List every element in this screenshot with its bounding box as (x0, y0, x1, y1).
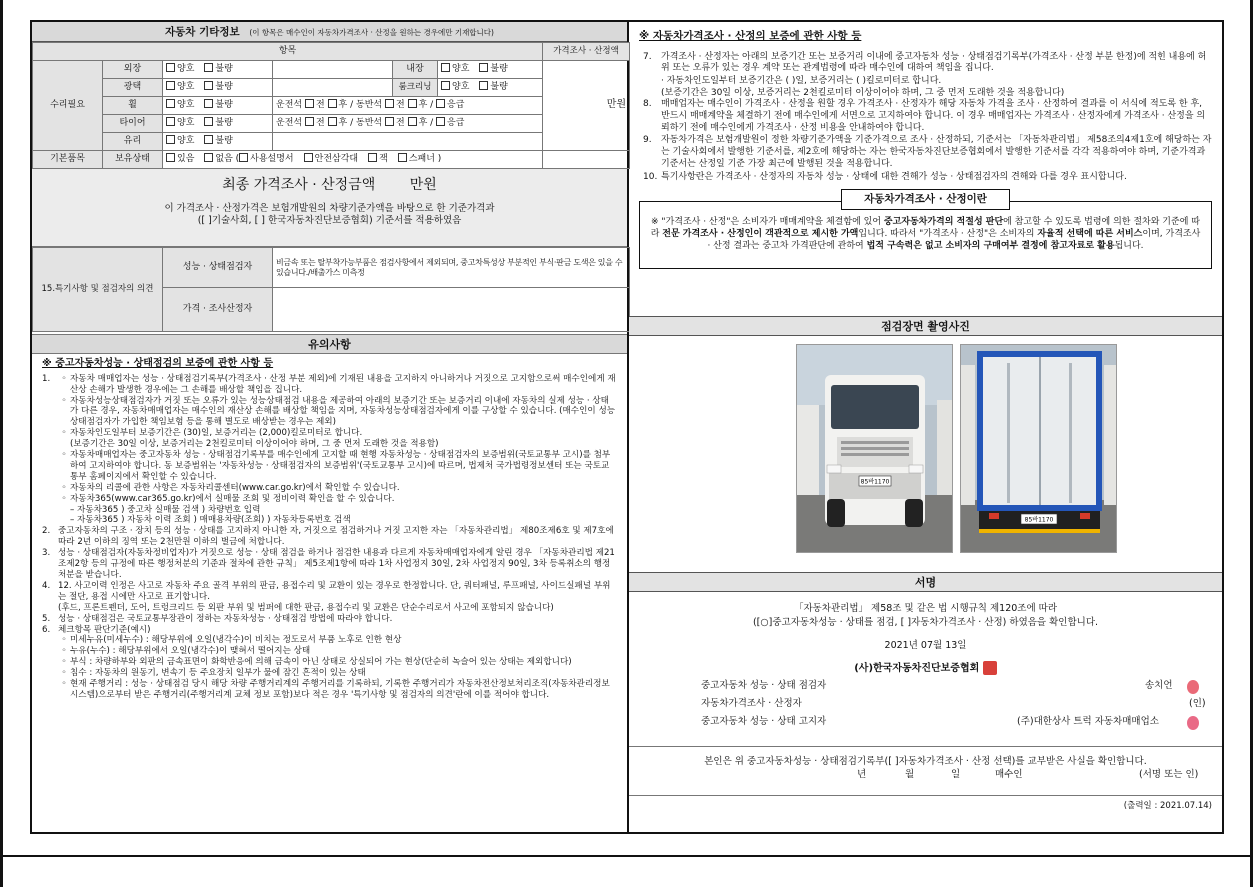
jack-checkbox[interactable] (368, 153, 377, 162)
price-item-7b: · 자동차인도일부터 보증기간은 ( )일, 보증거리는 ( )킬로미터로 합니다. (661, 76, 942, 87)
wheel-label: 휠 (103, 97, 163, 115)
buyer-confirm-block (629, 746, 1222, 785)
inspection-record-sheet (30, 20, 1224, 834)
association-name: (사)한국자동차진단보증협회 (854, 662, 980, 674)
basic-have-checkbox[interactable] (166, 153, 175, 162)
notice-4-note: (후드, 프론트펜더, 도어, 트렁크리드 등 외판 부위 및 범퍼에 대한 판금, 용접수리 및 교환은 단순수리로서 사고에 포함되지 않습니다) (58, 602, 554, 613)
price-warranty-section: ※ 자동차가격조사 · 산정의 보증에 관한 사항 등 7. 가격조사 · 산정자는 아래의 보증기간 또는 보증거리 이내에 중고자동차 성능 · 상태점검기록부(가격조사 · 산정 부분 한정)에 적힌 내용에 허위 또는 오류가 있는 경우 계약 또는 관계법령에 따라 매수인에 대하여 책임을 집니다. · 자동차인도일부터 보증기간은 ( )일, 보증거리는 ( )킬로미터로 합니다. (보증기간은 30일 이상, 보증거리는 2천킬로미터 이상이어야 하며, 그 중 먼저 도래한 것을 적용합니다) 8. 매매업자는 매수인이 가격조사 · 산정을 원할 경우 가격조사 · 산정자가 해당 자동차 가격을 조사 · 산정하여 결과를 이 서식에 적도록 한 후, 반드시 매매계약을 체결하기 전에 매수인에게 서면으로 고지하여야 합니다. 이 경우 매매업자는 가격조사 · 산정자에게 가격조사 · 산정을 의뢰하기 전에 매수인에게 가격조사 · 산정 비용을 안내하여야 합니다. 9. 자동차가격은 보험개발원이 정한 차량기준가액을 기준가격으로 조사 · 산정하되, 기준서는 「자동차관리법」 제58조의4제1호에 해당하는 자는 기술사회에서 발행한 기준서를, 제2호에 해당하는 자는 한국자동차진단보증협회에서 발행한 기준서를 각각 적용하여야 하며, 기준가격과 기준서는 산정일 기준 가장 최근에 발행된 것을 적용합니다. 10. 특기사항란은 가격조사 · 산정자의 자동차 성능 · 상태에 대한 견해가 성능 · 상태점검자의 견해와 다를 경우 표시합니다. (639, 30, 1212, 182)
signature-statement-1: 「자동차관리법」 제58조 및 같은 법 시행규칙 제120조에 따라 (793, 603, 1058, 614)
signature-section (629, 572, 1222, 832)
col-item-header: 항목 (33, 43, 543, 61)
right-column (629, 22, 1222, 832)
notice-1f-step2: – 자동차365 ) 자동차 이력 조회 ) 매매용차량(조회) ) 자동차등록번호 검색 (70, 515, 351, 526)
notice-1c-note: (보증기간은 30일 이상, 보증거리는 2천킬로미터 이상이어야 하며, 그 중 먼저 도래한 것을 적용함) (70, 439, 439, 450)
notice-1e: 자동차의 리콜에 관한 사항은 자동차리콜센터(www.car.go.kr)에서 확인할 수 있습니다. (70, 482, 400, 493)
interior-bad-checkbox[interactable] (479, 63, 488, 72)
page-bottom-rule (0, 855, 1253, 857)
vehicle-info-title: 자동차 기타정보 (165, 26, 240, 38)
exterior-bad-checkbox[interactable] (204, 63, 213, 72)
buyer-date-line: 년 월 일 매수인 (서명 또는 인) (857, 769, 1199, 780)
manual-checkbox[interactable] (239, 153, 248, 162)
notice-2: 중고자동차의 구조 · 장치 등의 성능 · 상태를 고지하지 아니한 자, 거짓으로 점검하거나 거짓 고지한 자는 「자동차관리법」 제80조제6호 및 제7호에 따라 2년 이하의 징역 또는 2천만원 이하의 벌금에 처합니다. (58, 526, 614, 548)
final-price-unit: 만원 (409, 177, 437, 193)
final-price-note-1: 이 가격조사 · 산정가격은 보험개발원의 차량기준가액을 바탕으로 한 기준가격과 (164, 202, 495, 214)
tire-passenger-front-checkbox[interactable] (385, 117, 394, 126)
tire-passenger-rear-checkbox[interactable] (408, 117, 417, 126)
notifier-stamp (1187, 716, 1199, 730)
exterior-label: 외장 (103, 61, 163, 79)
svg-text:85바1170: 85바1170 (1024, 516, 1054, 524)
appraiser-opinion (273, 288, 630, 332)
definition-box: ※ "가격조사 · 산정"은 소비자가 매매계약을 체결함에 있어 중고자동차가격의 적절성 판단에 참고할 수 있도록 법령에 의한 절차와 기준에 따라 전문 가격조사 · 산정인이 객관적으로 제시한 가액입니다. 따라서 "가격조사 · 산정"은 소비자의 자율적 선택에 따른 서비스이며, 가격조사 · 산정 결과는 중고차 가격판단에 관하여 법적 구속력은 없고 소비자의 구매여부 결정에 참고자료로 활용됩니다. (639, 201, 1212, 269)
inspector-label: 성능 · 상태점검자 (163, 248, 273, 288)
inspector-stamp (1187, 680, 1199, 694)
exterior-options: 양호 불량 (163, 61, 273, 79)
roomclean-options: 양호 불량 (438, 79, 543, 97)
notice-6e: 현재 주행거리 : 성능 · 상태점검 당시 해당 차량 주행거리계의 주행거리를 기록하되, 기록한 주행거리가 자동차전산정보처리조직(자동차관리정보시스템)으로부터 받은 주행거리(주행거리계 교체 정보 포함)보다 적은 경우 '특기사항 및 점검자의 의견'란에 이를 적어야 합니다. (70, 679, 610, 700)
notice-6d: 침수 : 자동차의 원동기, 변속기 등 주요장치 일부가 물에 잠긴 흔적이 있는 상태 (70, 668, 366, 679)
notice-1f-step1: – 자동차365 ) 중고차 실매물 검색 ) 차량번호 입력 (70, 504, 261, 515)
basic-label: 기본품목 (33, 151, 103, 169)
notice-3: 성능 · 상태점검자(자동차정비업자)가 거짓으로 성능 · 상태 점검을 하거나 점검한 내용과 다르게 자동차매매업자에게 알린 경우 「자동차관리법 제21조제2항 등의 규정에 따른 행정처분의 기준과 절차에 관한 규칙」 제5조제1항에 따라 1차 사업정지 30일, 2차 사업정지 90일, 3차 등록취소의 행정처분을 받습니다. (58, 548, 615, 580)
glass-bad-checkbox[interactable] (204, 135, 213, 144)
wheel-good-checkbox[interactable] (166, 99, 175, 108)
warranty-title: ※ 중고자동차성능 · 상태점검의 보증에 관한 사항 등 (42, 358, 274, 369)
buyer-sign-mark: (서명 또는 인) (1139, 769, 1199, 780)
appraiser-seal-mark: (인) (1189, 697, 1206, 709)
wheel-passenger-front-checkbox[interactable] (385, 99, 394, 108)
wheel-passenger-rear-checkbox[interactable] (408, 99, 417, 108)
notice-6c: 부식 : 차량하부와 외판의 금속표면이 화학반응에 의해 금속이 아닌 상태로 상실되어 가는 현상(단순히 녹슬어 있는 상태는 제외합니다) (70, 657, 572, 668)
truck-front-photo (796, 344, 953, 553)
inspector-opinion: 비금속 또는 탈부착가능부품은 점검사항에서 제외되며, 중고차특성상 부분적인 부식·판금 도색은 있을 수 있습니다./배출가스 미측정 (273, 248, 630, 288)
tire-position-options: 운전석 전 후 / 동반석 전 후 / 응급 (273, 115, 543, 133)
notice-1b: 자동차성능상태점검자가 거짓 또는 오류가 있는 성능상태점검 내용을 제공하여 아래의 보증기간 또는 보증거리 이내에 자동차의 실제 성능 · 상태가 다른 경우, 자동차매매업자는 매수인의 재산상 손해를 배상할 책임을 지며, 자동차성능상태점검자에게 이를 구상할 수 있습니다. (매수인이 성능상태점검자가 가입한 책임보험 등을 통해 별도로 배상받는 경우는 제외) (70, 395, 616, 428)
buyer-label: 매수인 (995, 769, 1023, 780)
truck-rear-image (961, 345, 1117, 553)
interior-good-checkbox[interactable] (441, 63, 450, 72)
gloss-good-checkbox[interactable] (166, 81, 175, 90)
buyer-confirm-statement: 본인은 위 중고자동차성능 · 상태점검기록부([ ]자동차가격조사 · 산정 선택)를 교부받은 사실을 확인합니다. (704, 755, 1147, 767)
truck-front-image (797, 345, 953, 553)
association-line (629, 661, 1222, 676)
gloss-label: 광택 (103, 79, 163, 97)
price-item-7: 가격조사 · 산정자는 아래의 보증기간 또는 보증거리 이내에 중고자동차 성능 · 상태점검기록부(가격조사 · 산정 부분 한정)에 적힌 내용에 허위 또는 오류가 있는 경우 계약 또는 관계법령에 따라 매수인에 대하여 책임을 집니다. (661, 51, 1207, 74)
gloss-options: 양호 불량 (163, 79, 273, 97)
tire-bad-checkbox[interactable] (204, 117, 213, 126)
notice-header: 유의사항 (32, 334, 627, 354)
price-item-9: 자동차가격은 보험개발원이 정한 차량기준가액을 기준가격으로 조사 · 산정하되, 기준서는 「자동차관리법」 제58조의4제1호에 해당하는 자는 기술사회에서 발행한 기준서를, 제2호에 해당하는 자는 한국자동차진단보증협회에서 발행한 기준서를 각각 적용하여야 하며, 기준가격과 기준서는 산정일 기준 가장 최근에 발행된 것을 적용합니다. (661, 135, 1212, 169)
svg-text:85바1170: 85바1170 (860, 478, 890, 486)
tire-good-checkbox[interactable] (166, 117, 175, 126)
price-unit: 만원 (543, 61, 630, 151)
association-seal (983, 661, 997, 675)
gloss-bad-checkbox[interactable] (204, 81, 213, 90)
signers-block (629, 680, 1222, 738)
notice-6b: 누유(누수) : 해당부위에서 오일(냉각수)이 맺혀서 떨어지는 상태 (70, 646, 311, 657)
notice-4: 12. 사고이력 인정은 사고로 자동차 주요 골격 부위의 판금, 용접수리 및 교환이 있는 경우로 한정합니다. 단, 쿼터패널, 루프패널, 사이드실패널 부위는 절단, 용접 시에만 사고로 표기합니다. (58, 580, 611, 602)
vehicle-info-subtitle: (이 항목은 매수인이 자동차가격조사 · 산정을 원하는 경우에만 기재합니다) (249, 28, 494, 37)
tire-driver-front-checkbox[interactable] (305, 117, 314, 126)
signature-date: 2021년 07월 13일 (884, 639, 967, 651)
exterior-good-checkbox[interactable] (166, 63, 175, 72)
special-notes-label: 15.특기사항 및 점검자의 의견 (33, 248, 163, 332)
wheel-driver-front-checkbox[interactable] (305, 99, 314, 108)
appraiser-label: 가격 · 조사산정자 (163, 288, 273, 332)
interior-label: 내장 (393, 61, 438, 79)
signature-header: 서명 (629, 572, 1222, 592)
wheel-bad-checkbox[interactable] (204, 99, 213, 108)
notice-1d: 자동차매매업자는 중고자동차 성능 · 상태점검기록부를 매수인에게 고지할 때 현행 자동차성능 · 상태점검자의 보증범위(국토교통부 고시)를 첨부하여 고지하여야 합니다. 동 보증범위는 '자동차성능 · 상태점검자의 보증범위'(국토교통부 고시)에 따르며, 법제처 국가법령정보센터 또는 국토교통부 홈페이지에서 확인할 수 있습니다. (70, 450, 611, 482)
notice-1f: 자동차365(www.car365.go.kr)에서 실매물 조회 및 정비이력 확인을 할 수 있습니다. (70, 493, 395, 504)
vehicle-info-table (32, 42, 630, 169)
truck-rear-photo (960, 344, 1117, 553)
basic-item-label: 보유상태 (103, 151, 163, 169)
notice-6a: 미세누유(미세누수) : 해당부위에 오일(냉각수)이 비치는 정도로서 부품 노후로 인한 현상 (70, 635, 402, 646)
definition-title: 자동차가격조사 · 산정이란 (841, 189, 1010, 210)
final-price-label: 최종 가격조사 · 산정금액 (222, 177, 376, 193)
notice-1-number: 1. (42, 373, 51, 384)
special-notes-table (32, 247, 630, 332)
final-price-line (32, 177, 627, 195)
final-price-box (32, 169, 627, 247)
photo-header: 점검장면 촬영사진 (629, 316, 1222, 336)
roomclean-good-checkbox[interactable] (441, 81, 450, 90)
notifier-name: (주)대한상사 트럭 자동차매매업소 (1017, 715, 1159, 727)
notice-body: ※ 중고자동차성능 · 상태점검의 보증에 관한 사항 등 1. ◦ 자동차 매매업자는 성능 · 상태점검기록부(가격조사 · 산정 부분 제외)에 기재된 내용을 고지하지 아니하거나 거짓으로 고지함으로써 매수인에게 재산상 손해가 발생한 경우에는 그 손해를 배상할 책임을 집니다. ◦ 자동차성능상태점검자가 거짓 또는 오류가 있는 성능상태점검 내용을 제공하여 아래의 보증기간 또는 보증거리 이내에 자동차의 실제 성능 · 상태가 다른 경우, 자동차매매업자는 매수인의 재산상 손해를 배상할 책임을 지며, 자동차성능상태점검자에게 이를 구상할 수 있습니다. (매수인이 성능상태점검자가 가입한 책임보험 등을 통해 별도로 배상받는 경우는 제외) ◦ 자동차인도일부터 보증기간은 (30)일, 보증거리는 (2,000)킬로미터로 합니다. (보증기간은 30일 이상, 보증거리는 2천킬로미터 이상이어야 하며, 그 중 먼저 도래한 것을 적용함) ◦ 자동차매매업자는 중고자동차 성능 · 상태점검기록부를 매수인에게 고지할 때 현행 자동차성능 · 상태점검자의 보증범위(국토교통부 고시)를 첨부하여 고지하여야 합니다. 동 보증범위는 '자동차성능 · 상태점검자의 보증범위'(국토교통부 고시)에 따르며, 법제처 국가법령정보센터 또는 국토교통부 홈페이지에서 확인할 수 있습니다. ◦ 자동차의 리콜에 관한 사항은 자동차리콜센터(www.car.go.kr)에서 확인할 수 있습니다. ◦ 자동차365(www.car365.go.kr)에서 실매물 조회 및 정비이력 확인을 할 수 있습니다. – 자동차365 ) 중고차 실매물 검색 ) 차량번호 입력 – 자동차365 ) 자동차 이력 조회 ) 매매용차량(조회) ) 자동차등록번호 검색 2. 중고자동차의 구조 · 장치 등의 성능 · 상태를 고지하지 아니한 자, 거짓으로 점검하거나 거짓 고지한 자는 「자동차관리법」 제80조제6호 및 제7호에 따라 2년 이하의 징역 또는 2천만원 이하의 벌금에 처합니다. 3. 성능 · 상태점검자(자동차정비업자)가 거짓으로 성능 · 상태 점검을 하거나 점검한 내용과 다르게 자동차매매업자에게 알린 경우 「자동차관리법 제21조제2항 등의 규정에 따른 행정처분의 기준과 절차에 관한 규칙」 제5조제1항에 따라 1차 사업정지 30일, 2차 사업정지 90일, 3차 등록취소의 행정처분을 받습니다. 4. 12. 사고이력 인정은 사고로 자동차 주요 골격 부위의 판금, 용접수리 및 교환이 있는 경우로 한정합니다. 단, 쿼터패널, 루프패널, 사이드실패널 부위는 절단, 용접 시에만 사고로 표기합니다. (후드, 프론트펜더, 도어, 트렁크리드 등 외판 부위 및 범퍼에 대한 판금, 용접수리 및 교환은 단순수리로서 사고에 포함되지 않습니다) 5. 성능 · 상태점검은 국토교통부장관이 정하는 자동차성능 · 상태점검 방법에 따라야 합니다. 6. 체크항목 판단기준(예시) ◦ 미세누유(미세누수) : 해당부위에 오일(냉각수)이 비치는 정도로서 부품 노후로 인한 현상 ◦ 누유(누수) : 해당부위에서 오일(냉각수)이 맺혀서 떨어지는 상태 ◦ 부식 : 차량하부와 외판의 금속표면이 화학반응에 의해 금속이 아닌 상태로 상실되어 가는 현상(단순히 녹슬어 있는 상태는 제외합니다) ◦ 침수 : 자동차의 원동기, 변속기 등 주요장치 일부가 물에 잠긴 흔적이 있는 상태 ◦ 현재 주행거리 : 성능 · 상태점검 당시 해당 차량 주행거리계의 주행거리를 기록하되, 기록한 주행거리가 자동차전산정보처리조직(자동차관리정보시스템)으로부터 받은 주행거리(주행거리계 교체 정보 포함)보다 적은 경우 '특기사항 및 점검자의 의견'란에 이를 적어야 합니다. (42, 358, 616, 700)
final-price-note-2: ([ ]기술사회, [ ] 한국자동차진단보증협회) 기준서를 적용하였음 (197, 215, 462, 227)
basic-none-checkbox[interactable] (204, 153, 213, 162)
roomclean-label: 룸크리닝 (393, 79, 438, 97)
roomclean-bad-checkbox[interactable] (479, 81, 488, 90)
notice-6: 체크항목 판단기준(예시) (58, 624, 151, 635)
wheel-emergency-checkbox[interactable] (436, 99, 445, 108)
inspector-role: 중고자동차 성능 · 상태 점검자 (701, 679, 827, 691)
col-price-header: 가격조사 · 산정액 (543, 43, 630, 61)
glass-options: 양호 불량 (163, 133, 273, 151)
appraiser-role: 자동차가격조사 · 산정자 (701, 697, 802, 709)
repair-label: 수리필요 (33, 61, 103, 151)
notice-5: 성능 · 상태점검은 국토교통부장관이 정하는 자동차성능 · 상태점검 방법에 따라야 합니다. (58, 613, 393, 624)
glass-label: 유리 (103, 133, 163, 151)
tire-options: 양호 불량 (163, 115, 273, 133)
tire-emergency-checkbox[interactable] (436, 117, 445, 126)
left-column (32, 22, 629, 832)
wheel-options: 양호 불량 (163, 97, 273, 115)
signature-statement-2: ([○]중고자동차성능 · 상태를 점검, [ ]자동차가격조사 · 산정) 하였음을 확인합니다. (752, 617, 1099, 629)
basic-item-options: 있음 없음 ( 사용설명서 안전삼각대 잭 스패너 ) (163, 151, 543, 169)
price-item-8: 매매업자는 매수인이 가격조사 · 산정을 원할 경우 가격조사 · 산정자가 해당 자동차 가격을 조사 · 산정하여 결과를 이 서식에 적도록 한 후, 반드시 매매계약을 체결하기 전에 매수인에게 서면으로 고지하여야 합니다. 이 경우 매매업자는 가격조사 · 산정자에게 가격조사 · 산정을 의뢰하기 전에 매수인에게 가격조사 · 산정 비용을 안내하여야 합니다. (661, 99, 1206, 133)
vehicle-info-header (32, 22, 627, 42)
triangle-checkbox[interactable] (304, 153, 313, 162)
print-date: (출력일 : 2021.07.14) (1123, 801, 1212, 811)
wheel-driver-rear-checkbox[interactable] (328, 99, 337, 108)
price-item-10: 특기사항란은 가격조사 · 산정자의 자동차 성능 · 상태에 대한 견해가 성능 · 상태점검자의 견해와 다를 경우 표시합니다. (661, 171, 1127, 182)
inspector-name: 송치언 (1145, 679, 1173, 691)
interior-options: 양호 불량 (438, 61, 543, 79)
glass-good-checkbox[interactable] (166, 135, 175, 144)
price-warranty-title: ※ 자동차가격조사 · 산정의 보증에 관한 사항 등 (639, 30, 862, 42)
tire-label: 타이어 (103, 115, 163, 133)
page-left-edge (0, 0, 3, 887)
notice-1a: 자동차 매매업자는 성능 · 상태점검기록부(가격조사 · 산정 부분 제외)에 기재된 내용을 고지하지 아니하거나 거짓으로 고지함으로써 매수인에게 재산상 손해가 발생한 경우에는 그 손해를 배상할 책임을 집니다. (70, 373, 616, 395)
price-item-7c: (보증기간은 30일 이상, 보증거리는 2천킬로미터 이상이어야 하며, 그 중 먼저 도래한 것을 적용합니다) (661, 87, 1065, 98)
notice-1c: 자동차인도일부터 보증기간은 (30)일, 보증거리는 (2,000)킬로미터로 합니다. (70, 428, 363, 439)
print-date-row (629, 795, 1222, 815)
definition-title-wrap (629, 189, 1222, 211)
spanner-checkbox[interactable] (398, 153, 407, 162)
wheel-position-options: 운전석 전 후 / 동반석 전 후 / 응급 (273, 97, 543, 115)
notifier-role: 중고자동차 성능 · 상태 고지자 (701, 715, 827, 727)
tire-driver-rear-checkbox[interactable] (328, 117, 337, 126)
